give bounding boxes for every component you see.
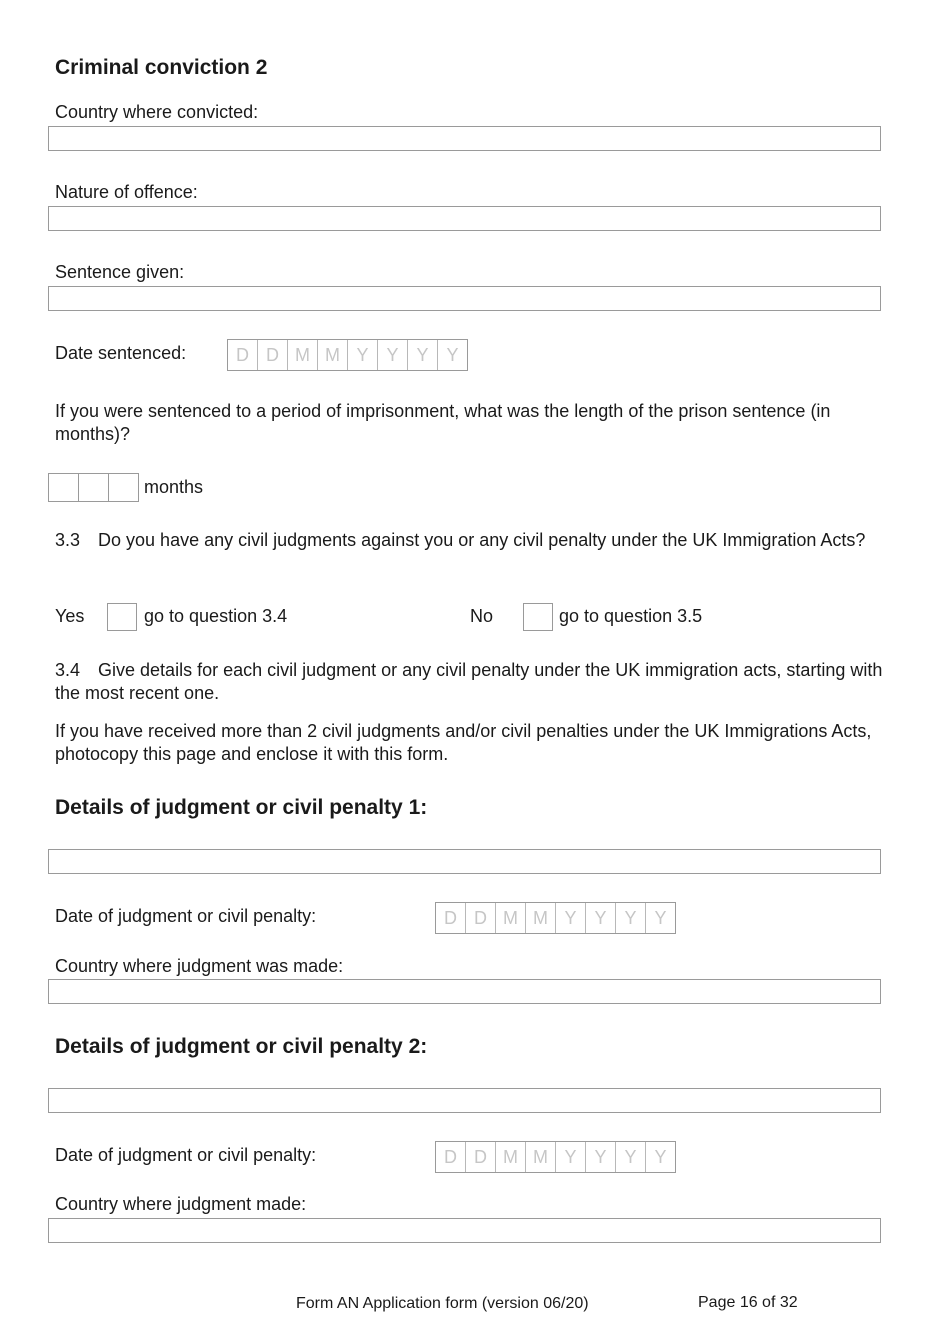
month-digit-cell[interactable]: M <box>526 1142 556 1172</box>
day-digit-cell[interactable]: D <box>258 340 288 370</box>
footer-page-number: Page 16 of 32 <box>698 1294 798 1311</box>
judgment-2-country-field[interactable] <box>48 1218 881 1243</box>
question-3-4-note: If you have received more than 2 civil judgments and/or civil penalties under the UK Immigrations Acts, photocopy this page and enclose it with this form. <box>55 721 872 764</box>
month-digit-cell[interactable]: M <box>318 340 348 370</box>
month-digit-cell[interactable]: M <box>496 903 526 933</box>
year-digit-cell[interactable]: Y <box>408 340 438 370</box>
country-convicted-field[interactable] <box>48 126 881 151</box>
months-label: months <box>144 477 204 497</box>
month-digit-cell[interactable]: M <box>496 1142 526 1172</box>
judgment-1-details-field[interactable] <box>48 849 881 874</box>
months-digit-cell[interactable] <box>109 474 138 501</box>
nature-of-offence-field[interactable] <box>48 206 881 231</box>
date-sentenced-label: Date sentenced: <box>55 343 187 363</box>
month-digit-cell[interactable]: M <box>288 340 318 370</box>
year-digit-cell[interactable]: Y <box>378 340 408 370</box>
judgment-1-country-label: Country where judgment was made: <box>55 956 344 976</box>
country-convicted-label: Country where convicted: <box>55 102 259 122</box>
prison-length-question: If you were sentenced to a period of imprisonment, what was the length of the prison sentence (in months)? <box>55 401 831 444</box>
nature-of-offence-label: Nature of offence: <box>55 182 198 202</box>
yes-label: Yes <box>55 606 85 626</box>
year-digit-cell[interactable]: Y <box>586 903 616 933</box>
judgment-2-details-field[interactable] <box>48 1088 881 1113</box>
date-sentenced-input[interactable] <box>227 339 468 371</box>
year-digit-cell[interactable]: Y <box>348 340 378 370</box>
judgment-1-date-input[interactable] <box>435 902 676 934</box>
year-digit-cell[interactable]: Y <box>556 1142 586 1172</box>
conviction-2-heading: Criminal conviction 2 <box>55 56 268 79</box>
judgment-1-heading: Details of judgment or civil penalty 1: <box>55 796 428 819</box>
day-digit-cell[interactable]: D <box>466 1142 496 1172</box>
judgment-2-date-label: Date of judgment or civil penalty: <box>55 1145 317 1165</box>
sentence-given-field[interactable] <box>48 286 881 311</box>
day-digit-cell[interactable]: D <box>466 903 496 933</box>
day-digit-cell[interactable]: D <box>228 340 258 370</box>
question-3-4-text: 3.4 Give details for each civil judgment or any civil penalty under the UK immigration acts, starting with the most recent one. <box>55 660 883 703</box>
judgment-1-date-label: Date of judgment or civil penalty: <box>55 906 317 926</box>
judgment-2-country-label: Country where judgment made: <box>55 1194 307 1214</box>
judgment-2-date-input[interactable] <box>435 1141 676 1173</box>
prison-months-input[interactable] <box>48 473 139 502</box>
no-label: No <box>470 606 494 626</box>
no-checkbox[interactable] <box>523 603 553 631</box>
judgment-2-heading: Details of judgment or civil penalty 2: <box>55 1035 428 1058</box>
year-digit-cell[interactable]: Y <box>616 1142 646 1172</box>
yes-checkbox[interactable] <box>107 603 137 631</box>
sentence-given-label: Sentence given: <box>55 262 185 282</box>
year-digit-cell[interactable]: Y <box>616 903 646 933</box>
year-digit-cell[interactable]: Y <box>654 1147 667 1167</box>
footer-form-name: Form AN Application form (version 06/20) <box>296 1295 589 1312</box>
year-digit-cell[interactable]: Y <box>654 908 667 928</box>
judgment-1-country-field[interactable] <box>48 979 881 1004</box>
months-digit-cell[interactable] <box>79 474 109 501</box>
month-digit-cell[interactable]: M <box>526 903 556 933</box>
year-digit-cell[interactable]: Y <box>556 903 586 933</box>
yes-goto-text: go to question 3.4 <box>144 606 288 626</box>
months-digit-cell[interactable] <box>49 474 79 501</box>
day-digit-cell[interactable]: D <box>436 903 466 933</box>
year-digit-cell[interactable]: Y <box>446 345 459 365</box>
no-goto-text: go to question 3.5 <box>559 606 703 626</box>
day-digit-cell[interactable]: D <box>436 1142 466 1172</box>
question-3-3-text: 3.3 Do you have any civil judgments against you or any civil penalty under the UK Immigration Acts? <box>55 530 866 550</box>
year-digit-cell[interactable]: Y <box>586 1142 616 1172</box>
